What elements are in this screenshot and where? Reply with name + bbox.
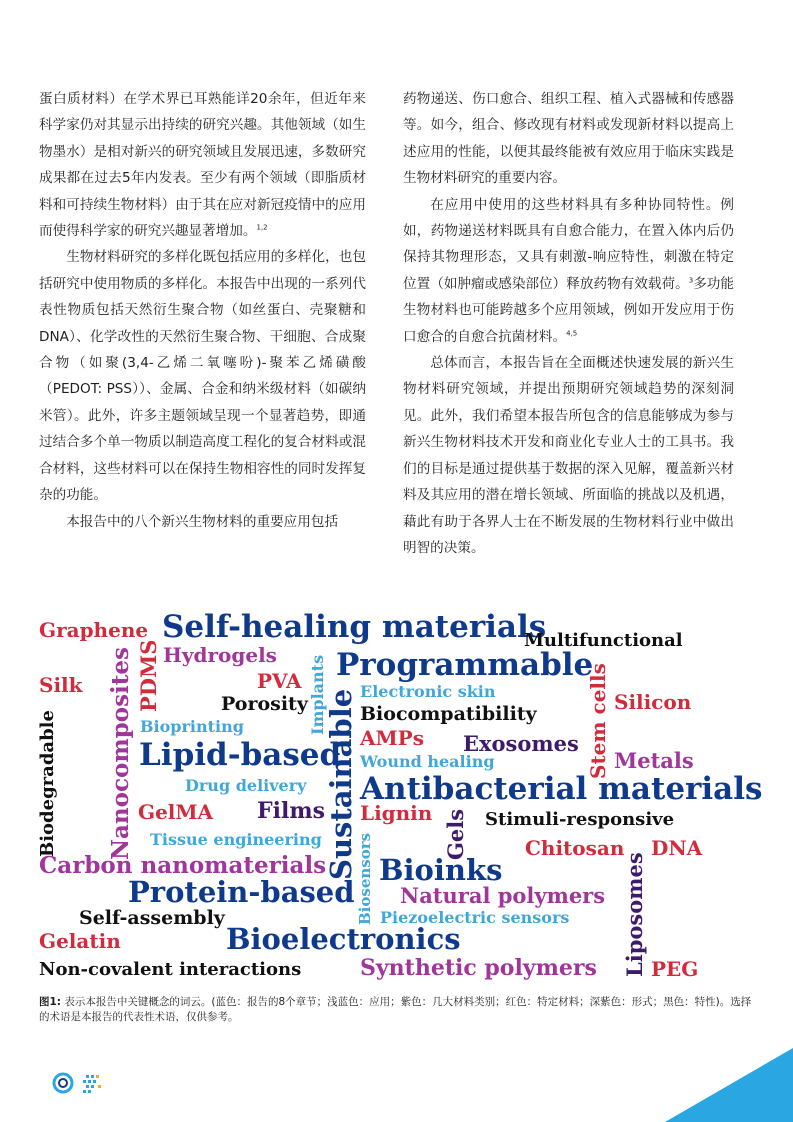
cloud-word-electronic-skin: Electronic skin <box>360 682 496 701</box>
cloud-word-multifunctional: Multifunctional <box>524 630 683 651</box>
cloud-word-amps: AMPs <box>360 726 424 750</box>
left-text-column <box>39 86 366 535</box>
paragraph: 生物材料研究的多样化既包括应用的多样化，也包括研究中使用物质的多样化。本报告中出现的一系列代表性物质包括天然衍生聚合物（如丝蛋白、壳聚糖和DNA）、化学改性的天然衍生聚合物、干细胞、合成聚合物（如聚(3,4-乙烯二氧噻吩)-聚苯乙烯磺酸（PEDOT: PSS））、金属、合金和纳米级材料（如碳纳米管）。此外，许多主题领域呈现一个显著趋势，即通过结合多个单一物质以制造高度工程化的复合材料或混合材料，这些材料可以在保持生物相容性的同时发挥复杂的功能。 <box>39 249 366 504</box>
cloud-word-protein: Protein-based <box>128 875 355 909</box>
paragraph: 本报告中的八个新兴生物材料的重要应用包括 <box>66 513 339 530</box>
cloud-word-programmable: Programmable <box>336 647 594 683</box>
paragraph: 在应用中使用的这些材料具有多种协同特性。例如，药物递送材料既具有自愈合能力，在置入体内后仍保持其物理形态，又具有刺激-响应特性，刺激在特定位置（如肿瘤或感染部位）释放药物有效载荷。$^3$多功能生物材料也可能跨越多个应用领域，例如开发应用于伤口愈合的自愈合抗菌材料。$^{4,5}$ <box>403 196 735 345</box>
cloud-word-liposomes: Liposomes <box>622 852 647 977</box>
cloud-word-lipid-based: Lipid-based <box>139 737 342 773</box>
cloud-word-tissue: Tissue engineering <box>150 830 322 849</box>
cloud-word-biosensors: Biosensors <box>356 832 374 925</box>
cloud-word-biocompatibility: Biocompatibility <box>360 703 537 725</box>
cloud-word-antibacterial: Antibacterial materials <box>360 771 763 807</box>
figure-caption <box>39 995 759 1025</box>
cloud-word-self-assembly: Self-assembly <box>79 907 225 929</box>
cloud-word-bioelectronics: Bioelectronics <box>226 922 461 956</box>
cloud-word-natural: Natural polymers <box>400 883 606 908</box>
cloud-word-films: Films <box>257 798 325 824</box>
cloud-word-sustainable: Sustainable <box>324 688 358 880</box>
cloud-word-silk: Silk <box>39 673 83 697</box>
paragraph: 蛋白质材料）在学术界已耳熟能详20余年，但近年来科学家仍对其显示出持续的研究兴趣。其他领域（如生物墨水）是相对新兴的研究领域且发展迅速，多数研究成果都在过去5年内发表。至少有两个领域（即脂质材料和可持续生物材料）由于其在应对新冠疫情中的应用而使得科学家的研究兴趣显著增加。$^{1,2}$ <box>39 91 366 240</box>
cloud-word-exosomes: Exosomes <box>463 731 579 756</box>
cloud-word-nanocomposites: Nanocomposites <box>107 647 134 860</box>
cloud-word-pva: PVA <box>257 669 302 693</box>
cloud-word-graphene: Graphene <box>39 618 149 642</box>
cloud-word-stem-cells: Stem cells <box>586 663 610 779</box>
cloud-word-gels: Gels <box>443 808 468 860</box>
cloud-word-synthetic: Synthetic polymers <box>360 955 597 981</box>
right-text-column <box>403 86 734 561</box>
cloud-word-gelma: GelMA <box>138 800 214 824</box>
cloud-word-porosity: Porosity <box>221 693 308 715</box>
cloud-word-stimuli: Stimuli-responsive <box>485 809 675 830</box>
caption-text: 表示本报告中关键概念的词云。(蓝色：报告的8个章节；浅蓝色：应用；紫色：几大材料类别；红色：特定材料；深紫色：形式；黑色：特性)。选择的术语是本报告的代表性术语，仅供参考。 <box>39 996 752 1023</box>
cloud-word-bioinks: Bioinks <box>379 853 503 887</box>
cloud-word-metals: Metals <box>614 748 694 773</box>
cloud-word-biodegradable: Biodegradable <box>37 710 58 857</box>
caption-label: 图1: <box>39 996 62 1008</box>
cloud-word-wound-healing: Wound healing <box>360 752 495 771</box>
cloud-word-silicon: Silicon <box>614 690 692 714</box>
cloud-word-chitosan: Chitosan <box>525 836 625 860</box>
cloud-word-self-healing: Self-healing materials <box>162 609 547 645</box>
cloud-word-piezo: Piezoelectric sensors <box>380 908 570 927</box>
cloud-word-gelatin: Gelatin <box>39 929 121 953</box>
paragraph: 总体而言，本报告旨在全面概述快速发展的新兴生物材料研究领域，并提出预期研究领域趋势的深刻洞见。此外，我们希望本报告所包含的信息能够成为参与新兴生物材料技术开发和商业化专业人士的工具书。我们的目标是通过提供基于数据的深入见解，覆盖新兴材料及其应用的潜在增长领域、所面临的挑战以及机遇，藉此有助于各界人士在不断发展的生物材料行业中做出明智的决策。 <box>403 355 734 556</box>
cloud-word-implants: Implants <box>308 654 327 735</box>
logo-icon <box>52 1068 112 1098</box>
cloud-word-dna: DNA <box>651 836 703 860</box>
cloud-word-lignin: Lignin <box>360 801 433 825</box>
cloud-word-bioprinting: Bioprinting <box>140 717 244 736</box>
cloud-word-noncovalent: Non-covalent interactions <box>39 959 302 980</box>
cloud-word-hydrogels: Hydrogels <box>163 643 277 667</box>
cloud-word-drug-delivery: Drug delivery <box>185 776 307 795</box>
paragraph: 药物递送、伤口愈合、组织工程、植入式器械和传感器等。如今，组合、修改现有材料或发现新材料以提高上述应用的性能，以便其最终能被有效应用于临床实践是生物材料研究的重要内容。 <box>403 91 734 187</box>
cloud-word-carbon: Carbon nanomaterials <box>39 852 327 879</box>
cloud-word-peg: PEG <box>651 957 699 981</box>
cloud-word-pdms: PDMS <box>136 639 161 712</box>
